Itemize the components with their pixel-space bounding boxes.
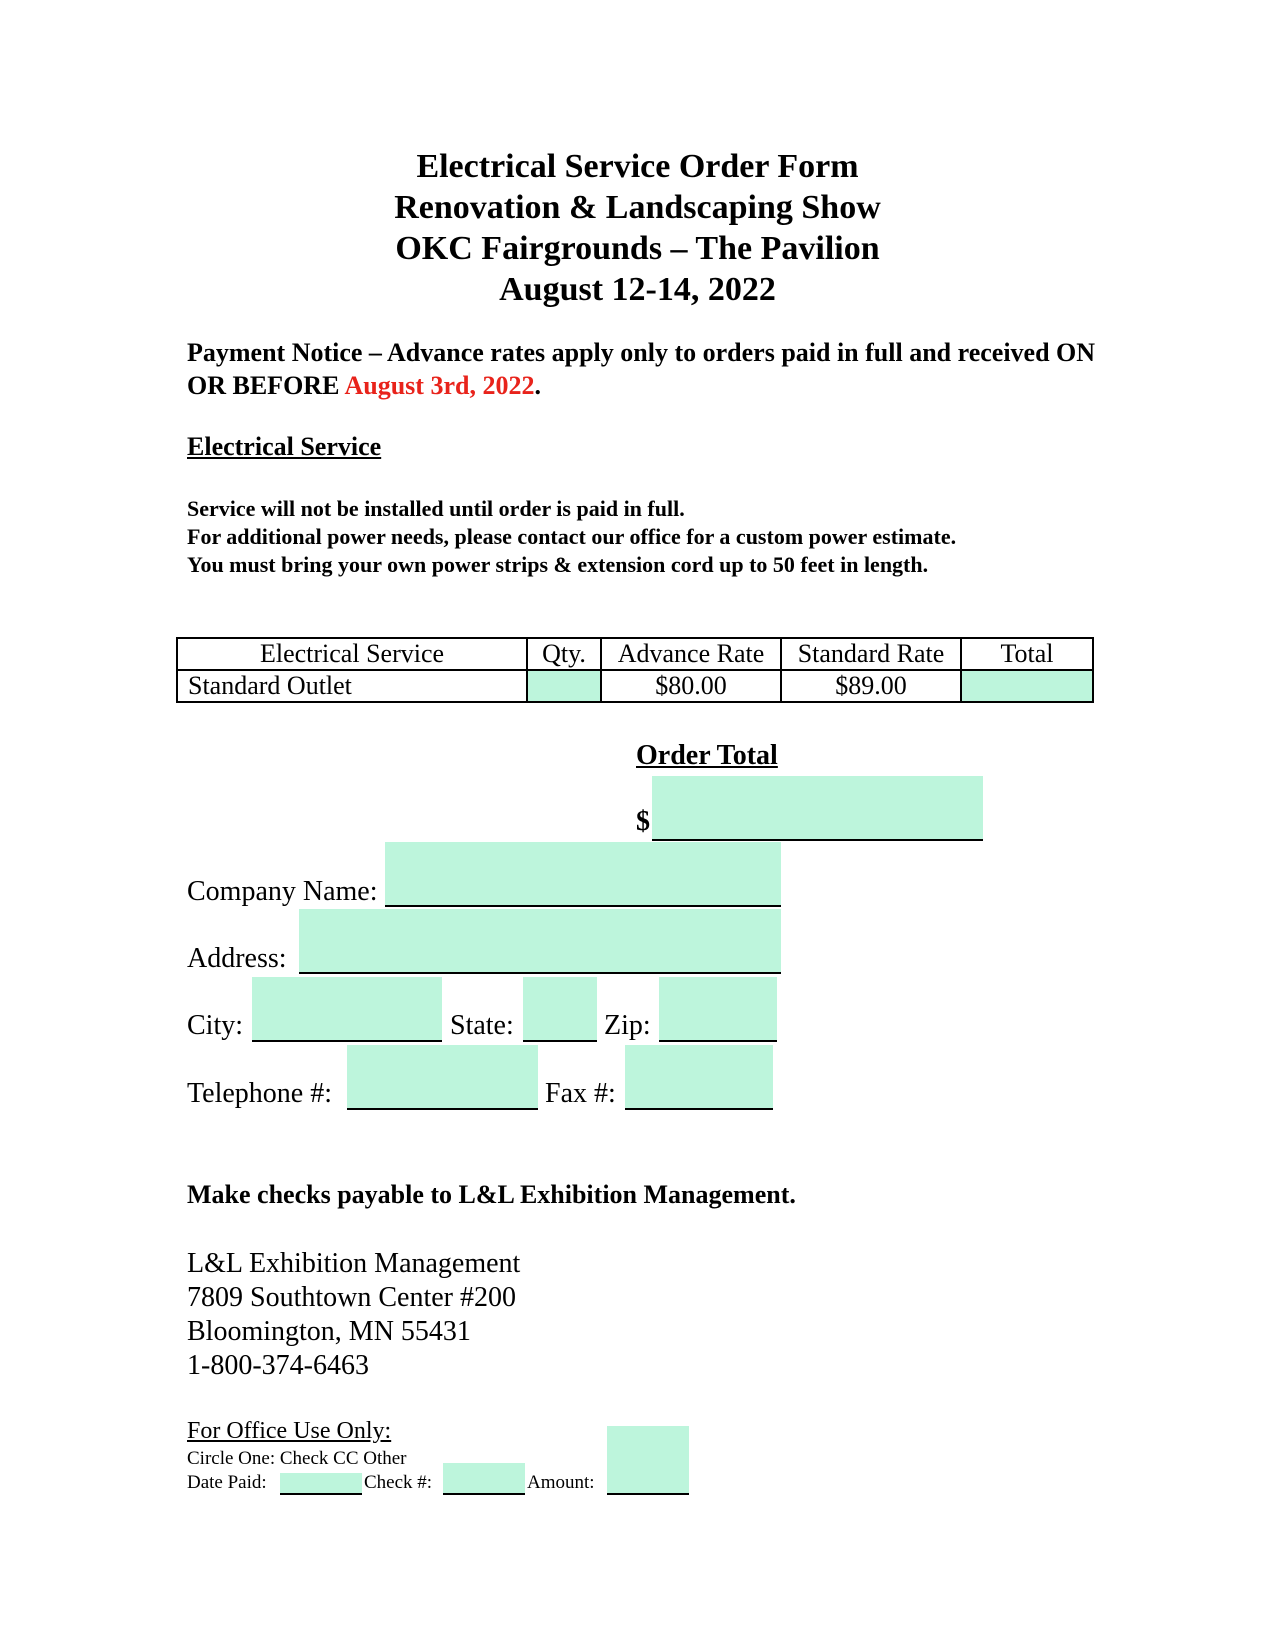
service-note: You must bring your own power strips & extension cord up to 50 feet in length. xyxy=(187,552,929,577)
address-line: 7809 Southtown Center #200 xyxy=(187,1282,516,1313)
service-note: Service will not be installed until order is paid in full. xyxy=(187,496,685,521)
payable-note: Make checks payable to L&L Exhibition Management. xyxy=(187,1180,796,1209)
state-field[interactable] xyxy=(523,977,597,1042)
zip-label: Zip: xyxy=(604,1010,651,1041)
header-advance-rate: Advance Rate xyxy=(601,638,781,670)
payment-notice-end: . xyxy=(534,371,541,400)
payment-notice xyxy=(187,336,1107,402)
header-qty: Qty. xyxy=(527,638,601,670)
address-line: Bloomington, MN 55431 xyxy=(187,1316,471,1347)
order-total-label: Order Total xyxy=(636,740,778,771)
service-note: For additional power needs, please contact our office for a custom power estimate. xyxy=(187,524,957,549)
payment-method-options: Circle One: Check CC Other xyxy=(187,1448,407,1469)
zip-field[interactable] xyxy=(659,977,777,1042)
state-label: State: xyxy=(450,1010,514,1041)
total-input[interactable] xyxy=(961,670,1093,702)
amount-label: Amount: xyxy=(527,1472,595,1493)
order-total-field[interactable] xyxy=(652,776,983,841)
service-table xyxy=(176,637,1094,703)
address-field[interactable] xyxy=(299,909,781,974)
telephone-field[interactable] xyxy=(347,1045,538,1110)
fax-label: Fax #: xyxy=(545,1078,616,1109)
show-name: Renovation & Landscaping Show xyxy=(394,189,881,226)
date-paid-field[interactable] xyxy=(280,1473,362,1495)
check-number-label: Check #: xyxy=(364,1472,433,1493)
form-title: Electrical Service Order Form xyxy=(416,148,859,185)
header-total: Total xyxy=(961,638,1093,670)
fax-field[interactable] xyxy=(625,1045,773,1110)
table-row xyxy=(177,670,1093,702)
advance-rate: $80.00 xyxy=(601,670,781,702)
amount-field[interactable] xyxy=(607,1426,689,1495)
venue: OKC Fairgrounds – The Pavilion xyxy=(395,230,880,267)
service-name: Standard Outlet xyxy=(177,670,527,702)
payment-notice-text: Payment Notice – Advance rates apply only to orders paid in full and received ON OR BEFORE xyxy=(187,338,1096,400)
address-label: Address: xyxy=(187,943,287,974)
qty-input[interactable] xyxy=(527,670,601,702)
header-standard-rate: Standard Rate xyxy=(781,638,961,670)
table-header-row xyxy=(177,638,1093,670)
payment-deadline: August 3rd, 2022 xyxy=(344,371,535,400)
telephone-label: Telephone #: xyxy=(187,1078,332,1109)
header-service: Electrical Service xyxy=(177,638,527,670)
section-heading: Electrical Service xyxy=(187,432,382,461)
address-line: L&L Exhibition Management xyxy=(187,1248,521,1279)
check-number-field[interactable] xyxy=(443,1463,525,1495)
company-label: Company Name: xyxy=(187,876,378,907)
city-label: City: xyxy=(187,1010,244,1041)
address-line: 1-800-374-6463 xyxy=(187,1350,369,1381)
date-paid-label: Date Paid: xyxy=(187,1472,267,1493)
city-field[interactable] xyxy=(252,977,442,1042)
currency-symbol: $ xyxy=(636,806,650,837)
office-use-title: For Office Use Only: xyxy=(187,1418,392,1444)
standard-rate: $89.00 xyxy=(781,670,961,702)
company-name-field[interactable] xyxy=(385,842,781,907)
show-dates: August 12-14, 2022 xyxy=(499,271,776,308)
mailing-address xyxy=(187,1247,520,1383)
